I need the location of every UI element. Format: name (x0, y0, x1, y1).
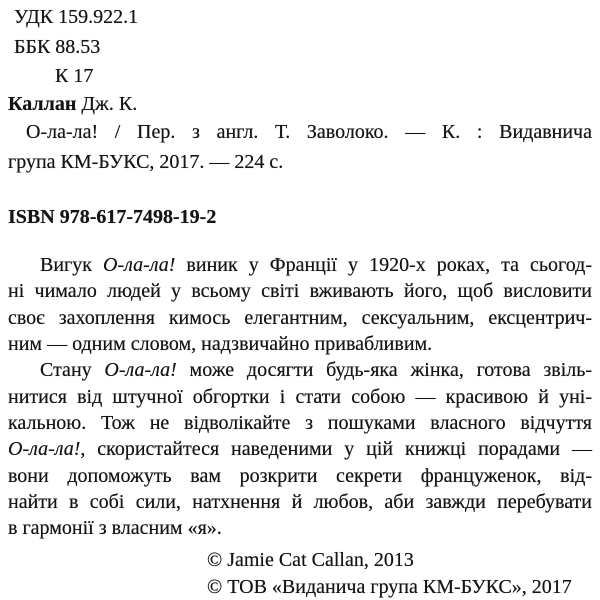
author-name (8, 92, 137, 116)
annotation-line: ним — одним словом, надзвичайно привабливим. (8, 333, 433, 355)
annotation-line: вони допоможуть вам розкрити секрети француженок, від- (8, 465, 592, 487)
text: , скористайтеся наведеними у цій книжці порадами — (80, 438, 592, 460)
annotation-line (40, 253, 592, 277)
text: Вигук (40, 254, 104, 276)
emphasis: О-ла-ла! (8, 438, 81, 460)
annotation-line (40, 358, 592, 382)
author-initials: Дж. К. (76, 93, 138, 115)
emphasis: О-ла-ла! (103, 254, 176, 276)
annotation-line: в гармонії з власним «я». (8, 517, 222, 539)
isbn: ISBN 978-617-7498-19-2 (8, 206, 217, 228)
annotation-line: кальною. Тож не відволікайте з пошуками власного відчуття (8, 412, 592, 434)
udk-code: УДК 159.922.1 (14, 6, 139, 28)
text: Стану (40, 359, 105, 381)
annotation-line (8, 437, 592, 461)
annotation-line: нитися від штучної обгортки і стати собою — красивою й уні- (8, 386, 592, 408)
copyright-publisher: © ТОВ «Виданича група КМ-БУКС», 2017 (207, 576, 572, 598)
author-mark: К 17 (55, 65, 94, 87)
text: виник у Франції у 1920-х роках, та сьогод- (175, 254, 592, 276)
annotation-line: ні чимало людей у всьому світі вживають його, щоб висловити (8, 280, 592, 302)
bbk-code: ББК 88.53 (14, 36, 101, 58)
annotation-line: найти в собі сили, натхнення й любов, аби завжди перебувати (8, 491, 592, 513)
bibliographic-description: О-ла-ла! / Пер. з англ. Т. Заволоко. — К. : Видавнича (26, 121, 592, 143)
annotation-line: своє захоплення кимось елегантним, сексуальним, ексцентрич- (8, 307, 592, 329)
bibliographic-description-cont: група КМ-БУКС, 2017. — 224 с. (8, 151, 284, 173)
emphasis: О-ла-ла! (104, 359, 177, 381)
text: може досягти будь-яка жінка, готова звіль- (176, 359, 593, 381)
copyright-author: © Jamie Cat Callan, 2013 (207, 549, 414, 571)
author-surname: Каллан (8, 93, 77, 115)
